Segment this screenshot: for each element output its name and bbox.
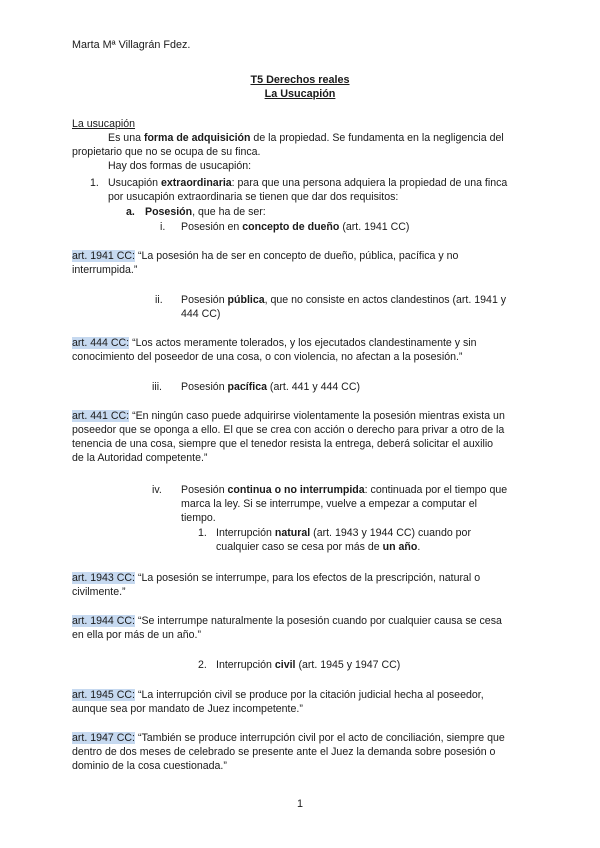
list-item-continua-cont: marca la ley. Si se interrumpe, vuelve a empezar a computar el (181, 498, 477, 510)
article-reference: art. 441 CC: (72, 410, 130, 422)
list-number: 1. (198, 527, 207, 539)
quote-art-1944-cont: en ella por más de un año.” (72, 629, 201, 641)
document-subtitle: La Usucapión (264, 88, 336, 100)
quote-art-1945-cont: aunque sea por mandato de Juez incompetente.” (72, 703, 303, 715)
list-roman: ii. (155, 294, 163, 306)
list-number: 2. (198, 659, 207, 671)
quote-art-444-cont: conocimiento del poseedor de una cosa, o con violencia, no afectan a la posesión.” (72, 351, 463, 363)
quote-art-1943: art. 1943 CC: “La posesión se interrumpe, para los efectos de la prescripción, natural o (72, 572, 481, 584)
list-roman: i. (160, 221, 166, 233)
quote-art-441: art. 441 CC: “En ningún caso puede adquirirse violentamente la posesión mientras exista un (72, 410, 505, 422)
quote-art-1947: art. 1947 CC: “También se produce interrupción civil por el acto de conciliación, siempre que (72, 732, 505, 744)
quote-art-1943-cont: civilmente.” (72, 586, 126, 598)
article-reference: art. 1941 CC: (72, 250, 136, 262)
quote-art-441-cont: poseedor que se oponga a ello. El que se crea con acción o derecho para privar a otro de la (72, 424, 505, 436)
quote-art-1941: art. 1941 CC: “La posesión ha de ser en concepto de dueño, pública, pacífica y no (72, 250, 459, 262)
quote-art-441-cont: de la Autoridad competente.” (72, 452, 208, 464)
list-number: 1. (90, 177, 99, 189)
list-roman: iv. (152, 484, 162, 496)
list-item-interrupcion-natural-cont: cualquier caso se cesa por más de un año. (216, 541, 421, 553)
quote-art-1945: art. 1945 CC: “La interrupción civil se produce por la citación judicial hecha al poseedor, (72, 689, 484, 701)
quote-art-1947-cont: dentro de dos meses de celebrado se presente ante el Juez la demanda sobre posesión o (72, 746, 496, 758)
quote-art-1944: art. 1944 CC: “Se interrumpe naturalmente la posesión cuando por cualquier causa se cesa (72, 615, 502, 627)
list-item-publica: Posesión pública, que no consiste en actos clandestinos (art. 1941 y (181, 294, 507, 306)
list-item-extraordinaria-cont: por usucapión extraordinaria se tienen que dar dos requisitos: (108, 191, 399, 203)
document-title: T5 Derechos reales (250, 74, 350, 86)
article-reference: art. 1945 CC: (72, 689, 136, 701)
list-letter: a. (126, 206, 135, 218)
list-item-continua-cont: tiempo. (181, 512, 216, 524)
list-item-publica-cont: 444 CC) (181, 308, 221, 320)
article-reference: art. 444 CC: (72, 337, 130, 349)
article-reference: art. 1943 CC: (72, 572, 136, 584)
page-number: 1 (296, 798, 303, 810)
quote-art-441-cont: tenencia de una cosa, siempre que el tenedor resista la entrega, deberá solicitar el auxilio (72, 438, 494, 450)
list-item-interrupcion-natural: Interrupción natural (art. 1943 y 1944 CC) cuando por (216, 527, 471, 539)
intro-line-3: Hay dos formas de usucapión: (108, 160, 252, 172)
list-item-extraordinaria: Usucapión extraordinaria: para que una persona adquiera la propiedad de una finca (108, 177, 508, 189)
list-item-interrupcion-civil: Interrupción civil (art. 1945 y 1947 CC) (216, 659, 401, 671)
quote-art-1941-cont: interrumpida.” (72, 264, 138, 276)
article-reference: art. 1947 CC: (72, 732, 136, 744)
intro-line-1: Es una forma de adquisición de la propiedad. Se fundamenta en la negligencia del (108, 132, 504, 144)
list-item-pacifica: Posesión pacífica (art. 441 y 444 CC) (181, 381, 361, 393)
list-item-concepto-dueno: Posesión en concepto de dueño (art. 1941 CC) (181, 221, 410, 233)
list-item-posesion: Posesión, que ha de ser: (145, 206, 266, 218)
section-heading: La usucapión (72, 118, 136, 130)
list-roman: iii. (152, 381, 163, 393)
list-item-continua: Posesión continua o no interrumpida: continuada por el tiempo que (181, 484, 508, 496)
quote-art-444: art. 444 CC: “Los actos meramente tolerados, y los ejecutados clandestinamente y sin (72, 337, 477, 349)
article-reference: art. 1944 CC: (72, 615, 136, 627)
quote-art-1947-cont: dominio de la cosa cuestionada.” (72, 760, 227, 772)
author-header: Marta Mª Villagrán Fdez. (72, 39, 191, 51)
intro-line-2: propietario que no se ocupa de su finca. (72, 146, 261, 158)
